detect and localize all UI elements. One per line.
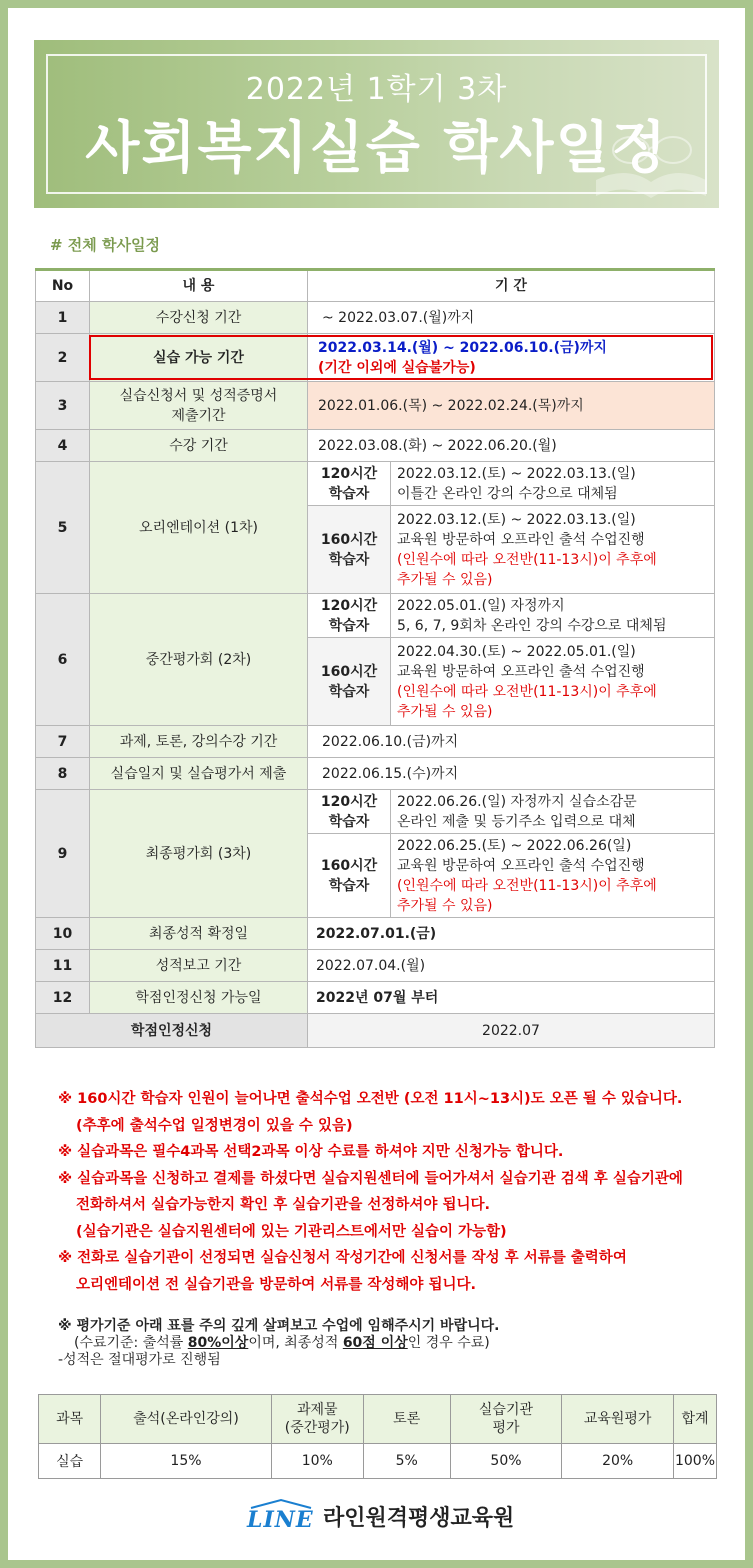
- row-item: 실습일지 및 실습평가서 제출: [90, 758, 308, 790]
- sub-label: [308, 834, 391, 918]
- row-period: 2022.07.04.(월): [308, 950, 715, 982]
- sub-label-line: 160시간: [320, 531, 378, 548]
- period-line: 2022.03.12.(토) ~ 2022.03.13.(일): [397, 465, 636, 482]
- row-no: 2: [36, 334, 90, 382]
- period-line: 추가될 수 있음): [397, 703, 493, 720]
- logo-text: 라인원격평생교육원: [323, 1505, 515, 1531]
- item-line: 실습신청서 및 성적증명서: [119, 387, 278, 404]
- grade-header: [450, 1395, 562, 1444]
- period-line: 2022.04.30.(토) ~ 2022.05.01.(일): [397, 643, 636, 660]
- period-line: 추가될 수 있음): [397, 571, 493, 588]
- sub-label-line: 학습자: [328, 813, 370, 830]
- grade-value: 15%: [101, 1444, 272, 1479]
- header-period: 기 간: [308, 270, 715, 302]
- table-row: [36, 1014, 715, 1048]
- sub-label: [308, 790, 391, 834]
- notice-list: [58, 1086, 728, 1298]
- notice-line: (추후에 출석수업 일정변경이 있을 수 있음): [76, 1117, 353, 1134]
- sub-period: [391, 462, 715, 506]
- sub-period: [391, 506, 715, 594]
- period-line: (인원수에 따라 오전반(11-13시)이 추후에: [397, 551, 657, 568]
- eval-line: ※ 평가기준 아래 표를 주의 깊게 살펴보고 수업에 임해주시기 바랍니다.: [58, 1318, 500, 1334]
- row-no: 4: [36, 430, 90, 462]
- institution-logo: [245, 1496, 514, 1536]
- table-row: [36, 302, 715, 334]
- table-row: [36, 430, 715, 462]
- sub-label-line: 학습자: [328, 551, 370, 568]
- table-row: [36, 950, 715, 982]
- row-item: 과제, 토론, 강의수강 기간: [90, 726, 308, 758]
- row-no: 11: [36, 950, 90, 982]
- row-period: 2022.06.15.(수)까지: [308, 758, 715, 790]
- period-line: 2022.05.01.(일) 자정까지: [397, 597, 565, 614]
- eval-attendance: 80%이상: [187, 1335, 249, 1351]
- schedule-table: [35, 268, 715, 1048]
- row-no: 6: [36, 594, 90, 726]
- eval-text: 이며, 최종성적: [248, 1335, 343, 1351]
- period-line: 2022.03.12.(토) ~ 2022.03.13.(일): [397, 511, 636, 528]
- row-period: 2022.01.06.(목) ~ 2022.02.24.(목)까지: [308, 382, 715, 430]
- grade-value: 50%: [450, 1444, 562, 1479]
- row-no: 8: [36, 758, 90, 790]
- table-row: [36, 462, 715, 506]
- grade-header: 과목: [39, 1395, 101, 1444]
- sub-label: [308, 462, 391, 506]
- sub-label: [308, 594, 391, 638]
- grade-header: 토론: [363, 1395, 450, 1444]
- grade-table: [38, 1394, 717, 1479]
- grade-value: 20%: [562, 1444, 674, 1479]
- sub-label: [308, 638, 391, 726]
- sub-label-line: 학습자: [328, 617, 370, 634]
- grade-value-row: [39, 1444, 717, 1479]
- notice-line: 오리엔테이션 전 실습기관을 방문하여 서류를 작성해야 됩니다.: [76, 1276, 476, 1293]
- period-line: 교육원 방문하여 오프라인 출석 수업진행: [397, 857, 645, 874]
- table-row: [36, 790, 715, 834]
- notice-line: ※ 실습과목을 신청하고 결제를 하셨다면 실습지원센터에 들어가셔서 실습기관 검색 후 실습기관에: [58, 1170, 683, 1187]
- notice-line: ※ 160시간 학습자 인원이 늘어나면 출석수업 오전반 (오전 11시~13시)도 오픈 될 수 있습니다.: [58, 1091, 683, 1107]
- sub-label-line: 160시간: [320, 857, 378, 874]
- grade-value: 10%: [271, 1444, 363, 1479]
- logo-mark-text: LINE: [247, 1507, 314, 1533]
- eval-line: [58, 1335, 728, 1352]
- row-no: 10: [36, 918, 90, 950]
- row-no: 5: [36, 462, 90, 594]
- sub-period: [391, 790, 715, 834]
- row-period: [308, 334, 715, 382]
- sub-label-line: 120시간: [320, 793, 378, 810]
- period-line: 5, 6, 7, 9회차 온라인 강의 수강으로 대체됨: [397, 617, 667, 634]
- grade-header: [271, 1395, 363, 1444]
- row-period: ~ 2022.03.07.(월)까지: [308, 302, 715, 334]
- period-line: 이틀간 온라인 강의 수강으로 대체됨: [397, 485, 618, 502]
- grade-header-line: (중간평가): [284, 1420, 350, 1436]
- row-no: 12: [36, 982, 90, 1014]
- header-banner: [34, 40, 719, 208]
- notice-line: 전화하셔서 실습가능한지 확인 후 실습기관을 선정하셔야 됩니다.: [76, 1197, 490, 1213]
- period-line: 2022.03.14.(월) ~ 2022.06.10.(금)까지: [318, 339, 607, 356]
- notice-line: ※ 전화로 실습기관이 선정되면 실습신청서 작성기간에 신청서를 작성 후 서류를 출력하여: [58, 1250, 627, 1266]
- header-item: 내 용: [90, 270, 308, 302]
- schedule-header-row: [36, 270, 715, 302]
- sub-period: [391, 594, 715, 638]
- row-period: 2022년 07월 부터: [308, 982, 715, 1014]
- row-item: 오리엔테이션 (1차): [90, 462, 308, 594]
- period-line: (인원수에 따라 오전반(11-13시)이 추후에: [397, 877, 657, 894]
- banner-subtitle: 2022년 1학기 3차: [245, 72, 508, 107]
- sub-period: [391, 638, 715, 726]
- row-item: 성적보고 기간: [90, 950, 308, 982]
- header-no: No: [36, 270, 90, 302]
- grade-value: 5%: [363, 1444, 450, 1479]
- period-line: (기간 이외에 실습불가능): [318, 359, 476, 376]
- table-row: [36, 726, 715, 758]
- banner-title: 사회복지실습 학사일정: [85, 116, 668, 181]
- row-item: 최종성적 확정일: [90, 918, 308, 950]
- sub-label-line: 120시간: [320, 465, 378, 482]
- sub-label-line: 학습자: [328, 683, 370, 700]
- period-line: 추가될 수 있음): [397, 897, 493, 914]
- grade-value: 실습: [39, 1444, 101, 1479]
- item-line: 제출기간: [171, 407, 226, 424]
- row-item: 학점인정신청 가능일: [90, 982, 308, 1014]
- table-row: [36, 594, 715, 638]
- grade-header-line: 실습기관: [478, 1402, 534, 1418]
- row-item: 중간평가회 (2차): [90, 594, 308, 726]
- period-line: 교육원 방문하여 오프라인 출석 수업진행: [397, 531, 645, 548]
- row-item: 학점인정신청: [36, 1014, 308, 1048]
- grade-header: 교육원평가: [562, 1395, 674, 1444]
- eval-score: 60점 이상: [342, 1335, 408, 1351]
- row-item: 실습 가능 기간: [90, 334, 308, 382]
- row-item: 수강 기간: [90, 430, 308, 462]
- notice-line: ※ 실습과목은 필수4과목 선택2과목 이상 수료를 하셔야 지만 신청가능 합니다.: [58, 1144, 564, 1160]
- row-no: 1: [36, 302, 90, 334]
- period-line: (인원수에 따라 오전반(11-13시)이 추후에: [397, 683, 657, 700]
- row-item: [90, 382, 308, 430]
- grade-header: 출석(온라인강의): [101, 1395, 272, 1444]
- period-line: 온라인 제출 및 등기주소 입력으로 대체: [397, 813, 636, 830]
- table-row: [36, 982, 715, 1014]
- period-line: 교육원 방문하여 오프라인 출석 수업진행: [397, 663, 645, 680]
- sub-label-line: 160시간: [320, 663, 378, 680]
- table-row: [36, 334, 715, 382]
- grade-header-line: 평가: [492, 1420, 520, 1436]
- sub-period: [391, 834, 715, 918]
- eval-text: 인 경우 수료): [407, 1335, 490, 1351]
- grade-header-line: 과제물: [296, 1402, 338, 1418]
- eval-text: (수료기준: 출석률: [74, 1335, 188, 1351]
- eval-line: -성적은 절대평가로 진행됨: [58, 1352, 221, 1368]
- line-logo-icon: [245, 1498, 317, 1534]
- sub-label-line: 학습자: [328, 877, 370, 894]
- row-no: 7: [36, 726, 90, 758]
- period-line: 2022.06.25.(토) ~ 2022.06.26(일): [397, 837, 632, 854]
- row-period: 2022.07.01.(금): [308, 918, 715, 950]
- row-period: 2022.03.08.(화) ~ 2022.06.20.(월): [308, 430, 715, 462]
- section-label: # 전체 학사일정: [50, 236, 160, 254]
- grade-header: 합계: [673, 1395, 716, 1444]
- table-row: [36, 918, 715, 950]
- sub-label-line: 120시간: [320, 597, 378, 614]
- notice-line: (실습기관은 실습지원센터에 있는 기관리스트에서만 실습이 가능함): [76, 1223, 507, 1240]
- period-line: 2022.06.26.(일) 자정까지 실습소감문: [397, 793, 637, 810]
- evaluation-criteria: [58, 1318, 728, 1369]
- sub-label: [308, 506, 391, 594]
- sub-label-line: 학습자: [328, 485, 370, 502]
- row-item: 최종평가회 (3차): [90, 790, 308, 918]
- grade-value: 100%: [673, 1444, 716, 1479]
- row-no: 9: [36, 790, 90, 918]
- grade-header-row: [39, 1395, 717, 1444]
- row-item: 수강신청 기간: [90, 302, 308, 334]
- row-period: 2022.07: [308, 1014, 715, 1048]
- row-no: 3: [36, 382, 90, 430]
- row-period: 2022.06.10.(금)까지: [308, 726, 715, 758]
- table-row: [36, 758, 715, 790]
- table-row: [36, 382, 715, 430]
